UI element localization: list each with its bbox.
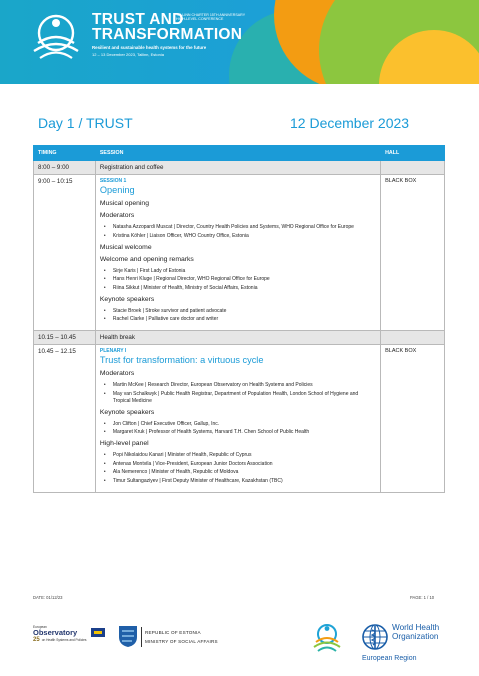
- header-session: SESSION: [95, 146, 380, 161]
- observatory-name: Observatory: [33, 628, 78, 637]
- list-item: • Ala Nemerenco | Minister of Health, Republic of Moldova: [100, 469, 376, 476]
- who-region: European Region: [362, 655, 417, 662]
- observatory-subline: on Health Systems and Policies: [41, 638, 87, 642]
- list-item: • May van Schalkwyk | Public Health Registrar, Department of Population Health, London School of Hygiene and Tropical Medicine: [100, 391, 376, 405]
- agenda-item: Musical welcome: [99, 243, 152, 251]
- keynote-heading: Keynote speakers: [99, 295, 155, 303]
- row-session: [95, 175, 380, 331]
- table-header-row: [34, 146, 445, 161]
- keynote-list: [100, 308, 376, 324]
- divider: [141, 627, 142, 647]
- keynote-list: [100, 421, 376, 437]
- eu-flag-icon: [91, 628, 105, 637]
- table-row: [34, 175, 445, 331]
- list-item: • Antenas Montvila | Vice-President, European Junior Doctors Association: [100, 461, 376, 468]
- list-item: • Margaret Kruk | Professor of Health Systems, Harvard T.H. Chen School of Public Health: [100, 429, 376, 436]
- session-label: SESSION 1: [99, 178, 127, 184]
- list-item: • Sirje Karis | First Lady of Estonia: [100, 268, 376, 275]
- list-item: • Kristina Köhler | Liaison Officer, WHO Country Office, Estonia: [100, 233, 376, 240]
- row-time: 8:00 – 9:00: [34, 161, 96, 175]
- estonia-ministry: MINISTRY OF SOCIAL AFFAIRS: [145, 639, 218, 644]
- row-time: 10.15 – 10.45: [34, 331, 96, 345]
- who-name: World Health Organization: [392, 623, 440, 641]
- banner-dates: 12 – 13 December 2023, Tallinn, Estonia: [92, 52, 164, 57]
- day-title: Day 1 / TRUST: [38, 115, 133, 131]
- list-item: • Hans Henri Kluge | Regional Director, WHO Regional Office for Europe: [100, 276, 376, 283]
- estonia-lions-icon: [118, 625, 138, 648]
- row-hall: BLACK BOX: [381, 345, 445, 493]
- session-title: Opening: [99, 185, 135, 195]
- panel-list: [100, 452, 376, 485]
- trust-transformation-logo-icon: [312, 622, 342, 652]
- list-item: • Popi Nikolaidou Kanari | Minister of Health, Republic of Cyprus: [100, 452, 376, 459]
- banner-subtitle: Resilient and sustainable health systems for the future: [92, 45, 207, 50]
- observatory-line: [33, 637, 108, 643]
- agenda-item: Musical opening: [99, 200, 149, 207]
- list-item: • Stacie Broek | Stroke survivor and patient advocate: [100, 308, 376, 315]
- list-item: • Timur Sultangaziyev | First Deputy Minister of Healthcare, Kazakhstan (TBC): [100, 478, 376, 485]
- welcome-heading: Welcome and opening remarks: [99, 255, 194, 263]
- header-hall: HALL: [381, 146, 445, 161]
- observatory-top: European: [33, 625, 47, 629]
- banner-title-line2: TRANSFORMATION: [92, 26, 243, 43]
- banner-title-line1: TRUST AND: [92, 11, 184, 28]
- banner-tagline: TALLINN CHARTER 15TH ANNIVERSARY HIGH-LEVEL CONFERENCE: [176, 13, 246, 22]
- list-item: • Rachel Clarke | Palliative care doctor and writer: [100, 316, 376, 323]
- table-row: [34, 161, 445, 175]
- table-row: [34, 331, 445, 345]
- conference-logo-icon: [30, 13, 82, 61]
- moderators-heading: Moderators: [99, 370, 135, 377]
- keynote-heading: Keynote speakers: [99, 408, 155, 416]
- row-hall: [381, 161, 445, 175]
- moderators-heading: Moderators: [99, 212, 135, 219]
- page-number: PAGE: 1 / 10: [410, 595, 435, 600]
- observatory-logo: [33, 625, 108, 643]
- moderators-list: [100, 382, 376, 405]
- list-item: • Jon Clifton | Chief Executive Officer, Gallup, Inc.: [100, 421, 376, 428]
- estonia-republic: REPUBLIC OF ESTONIA: [145, 630, 201, 635]
- table-row: [34, 345, 445, 493]
- row-session: Health break: [95, 331, 380, 345]
- row-session: [95, 345, 380, 493]
- panel-heading: High-level panel: [99, 440, 149, 447]
- list-item: • Riina Sikkut | Minister of Health, Ministry of Social Affairs, Estonia: [100, 285, 376, 292]
- who-emblem-icon: [360, 622, 390, 652]
- conference-banner: [0, 0, 479, 84]
- date-title: 12 December 2023: [290, 115, 410, 131]
- list-item: • Martin McKee | Research Director, European Observatory on Health Systems and Policies: [100, 382, 376, 389]
- row-session: Registration and coffee: [95, 161, 380, 175]
- observatory-badge: 25: [33, 637, 40, 643]
- row-time: 10.45 – 12.15: [34, 345, 96, 493]
- welcome-list: [100, 268, 376, 292]
- session-title: Trust for transformation: a virtuous cycle: [99, 355, 264, 365]
- row-hall: [381, 331, 445, 345]
- header-timing: TIMING: [34, 146, 96, 161]
- document-date: DATE: 01/12/23: [33, 595, 63, 600]
- moderators-list: [100, 224, 376, 240]
- list-item: • Natasha Azzopardi Muscat | Director, Country Health Policies and Systems, WHO Regional Office for Europe: [100, 224, 376, 231]
- schedule-table: [33, 145, 445, 493]
- session-label: PLENARY I: [99, 348, 127, 354]
- row-hall: BLACK BOX: [381, 175, 445, 331]
- row-time: 9:00 – 10:15: [34, 175, 96, 331]
